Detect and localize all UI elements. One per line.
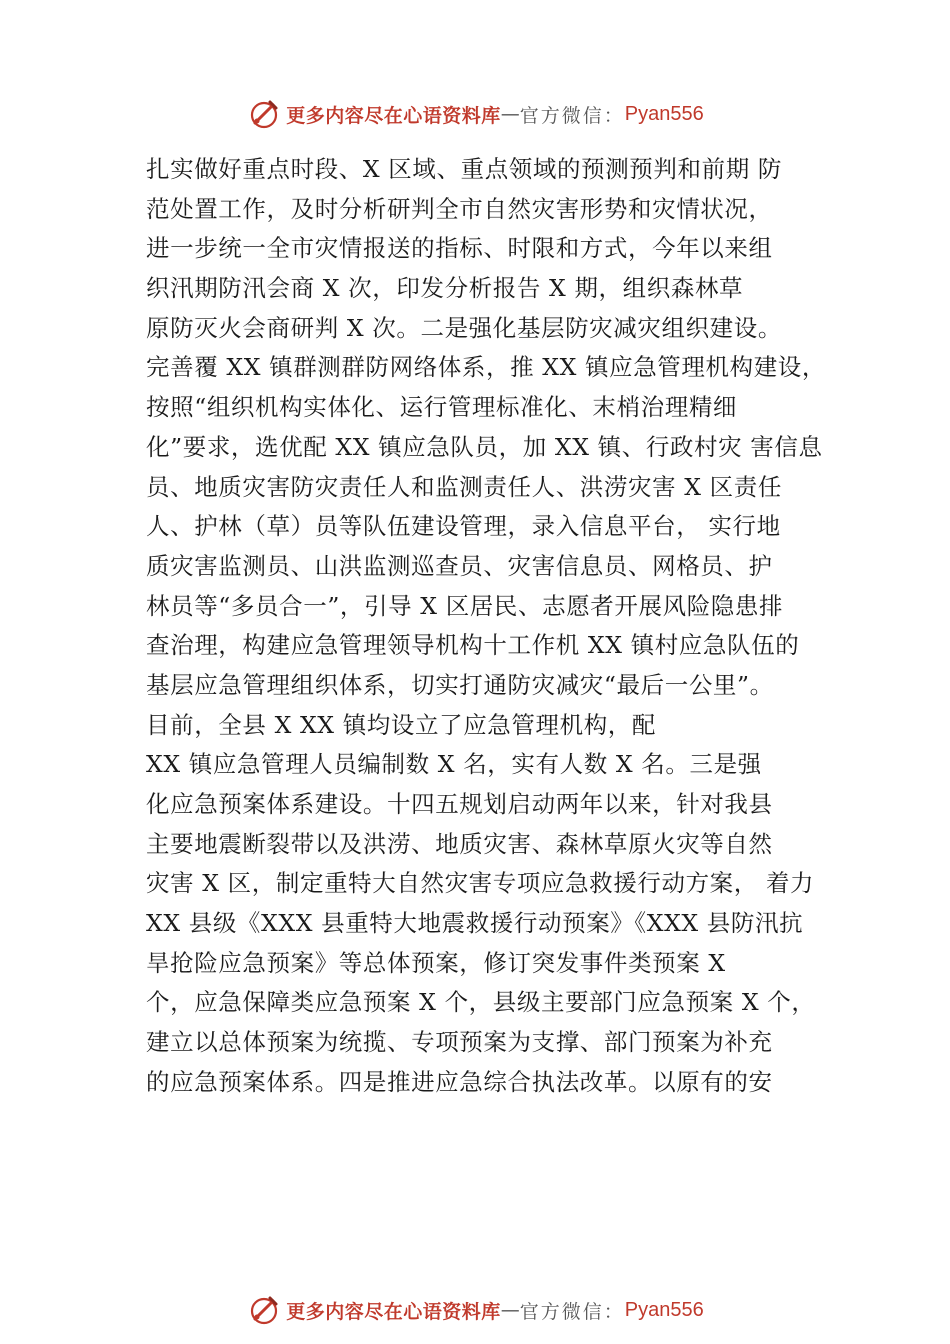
text-line: 主要地震断裂带以及洪涝、地质灾害、森林草原火灾等自然 <box>146 829 773 858</box>
text-line: 扎实做好重点时段、X 区域、重点领域的预测预判和前期 防 <box>146 155 782 183</box>
text-line: 按照“组织机构实体化、运行管理标准化、末梢治理精细 <box>146 393 738 422</box>
text-line: 林员等“多员合一”，引导 X 区居民、志愿者开展风险隐患排 <box>146 591 784 620</box>
text-line: 进一步统一全市灾情报送的指标、时限和方式，今年以来组 <box>146 234 773 263</box>
banner-dash: — <box>500 103 520 125</box>
text-line: 范处置工作，及时分析研判全市自然灾害形势和灾情状况， <box>146 194 773 223</box>
text-line: 旱抢险应急预案》等总体预案，修订突发事件类预案 X <box>146 948 726 977</box>
footer-banner <box>0 1290 950 1330</box>
banner-wechat-label: 官方微信： <box>519 1300 625 1323</box>
banner-wechat-label: 官方微信： <box>519 104 625 127</box>
header-banner <box>0 94 950 134</box>
text-line: 建立以总体预案为统揽、专项预案为支撑、部门预案为补充 <box>146 1028 773 1057</box>
text-line: 完善覆 XX 镇群测群防网络体系，推 XX 镇应急管理机构建设， <box>146 353 826 382</box>
text-line: 织汛期防汛会商 X 次，印发分析报告 X 期，组织森林草 <box>146 274 744 303</box>
text-line: 个，应急保障类应急预案 X 个，县级主要部门应急预案 X 个， <box>146 988 816 1017</box>
brush-logo-icon <box>246 96 282 132</box>
text-line: 原防灭火会商研判 X 次。二是强化基层防灾减灾组织建设。 <box>146 313 782 342</box>
banner-dash: — <box>500 1299 520 1321</box>
text-line: XX 县级《XXX 县重特大地震救援行动预案》《XXX 县防汛抗 <box>146 909 804 938</box>
text-line: 查治理，构建应急管理领导机构十工作机 XX 镇村应急队伍的 <box>146 631 800 660</box>
text-line: 质灾害监测员、山洪监测巡查员、灾害信息员、网格员、护 <box>146 551 773 580</box>
text-line: 化”要求，选优配 XX 镇应急队员，加 XX 镇、行政村灾 害信息 <box>146 432 823 461</box>
text-line: 化应急预案体系建设。十四五规划启动两年以来，针对我县 <box>146 790 773 818</box>
text-line: 的应急预案体系。四是推进应急综合执法改革。以原有的安 <box>146 1067 773 1096</box>
text-line: 基层应急管理组织体系，切实打通防灾减灾“最后一公里”。 <box>146 670 774 699</box>
text-line: XX 镇应急管理人员编制数 X 名，实有人数 X 名。三是强 <box>146 750 762 779</box>
banner-site-name: 更多内容尽在心语资料库 <box>286 104 501 127</box>
document-body <box>146 150 836 1103</box>
text-line: 人、护林（草）员等队伍建设管理，录入信息平台， 实行地 <box>146 512 781 541</box>
banner-wechat-id: Pyan556 <box>624 102 704 125</box>
text-line: 员、地质灾害防灾责任人和监测责任人、洪涝灾害 X 区责任 <box>146 472 782 501</box>
brush-logo-icon <box>246 1292 282 1328</box>
banner-wechat-id: Pyan556 <box>624 1298 704 1321</box>
text-line: 灾害 X 区，制定重特大自然灾害专项应急救援行动方案， 着力 <box>146 869 815 898</box>
text-line: 目前，全县 X XX 镇均设立了应急管理机构，配 <box>146 710 656 739</box>
banner-site-name: 更多内容尽在心语资料库 <box>286 1300 501 1323</box>
